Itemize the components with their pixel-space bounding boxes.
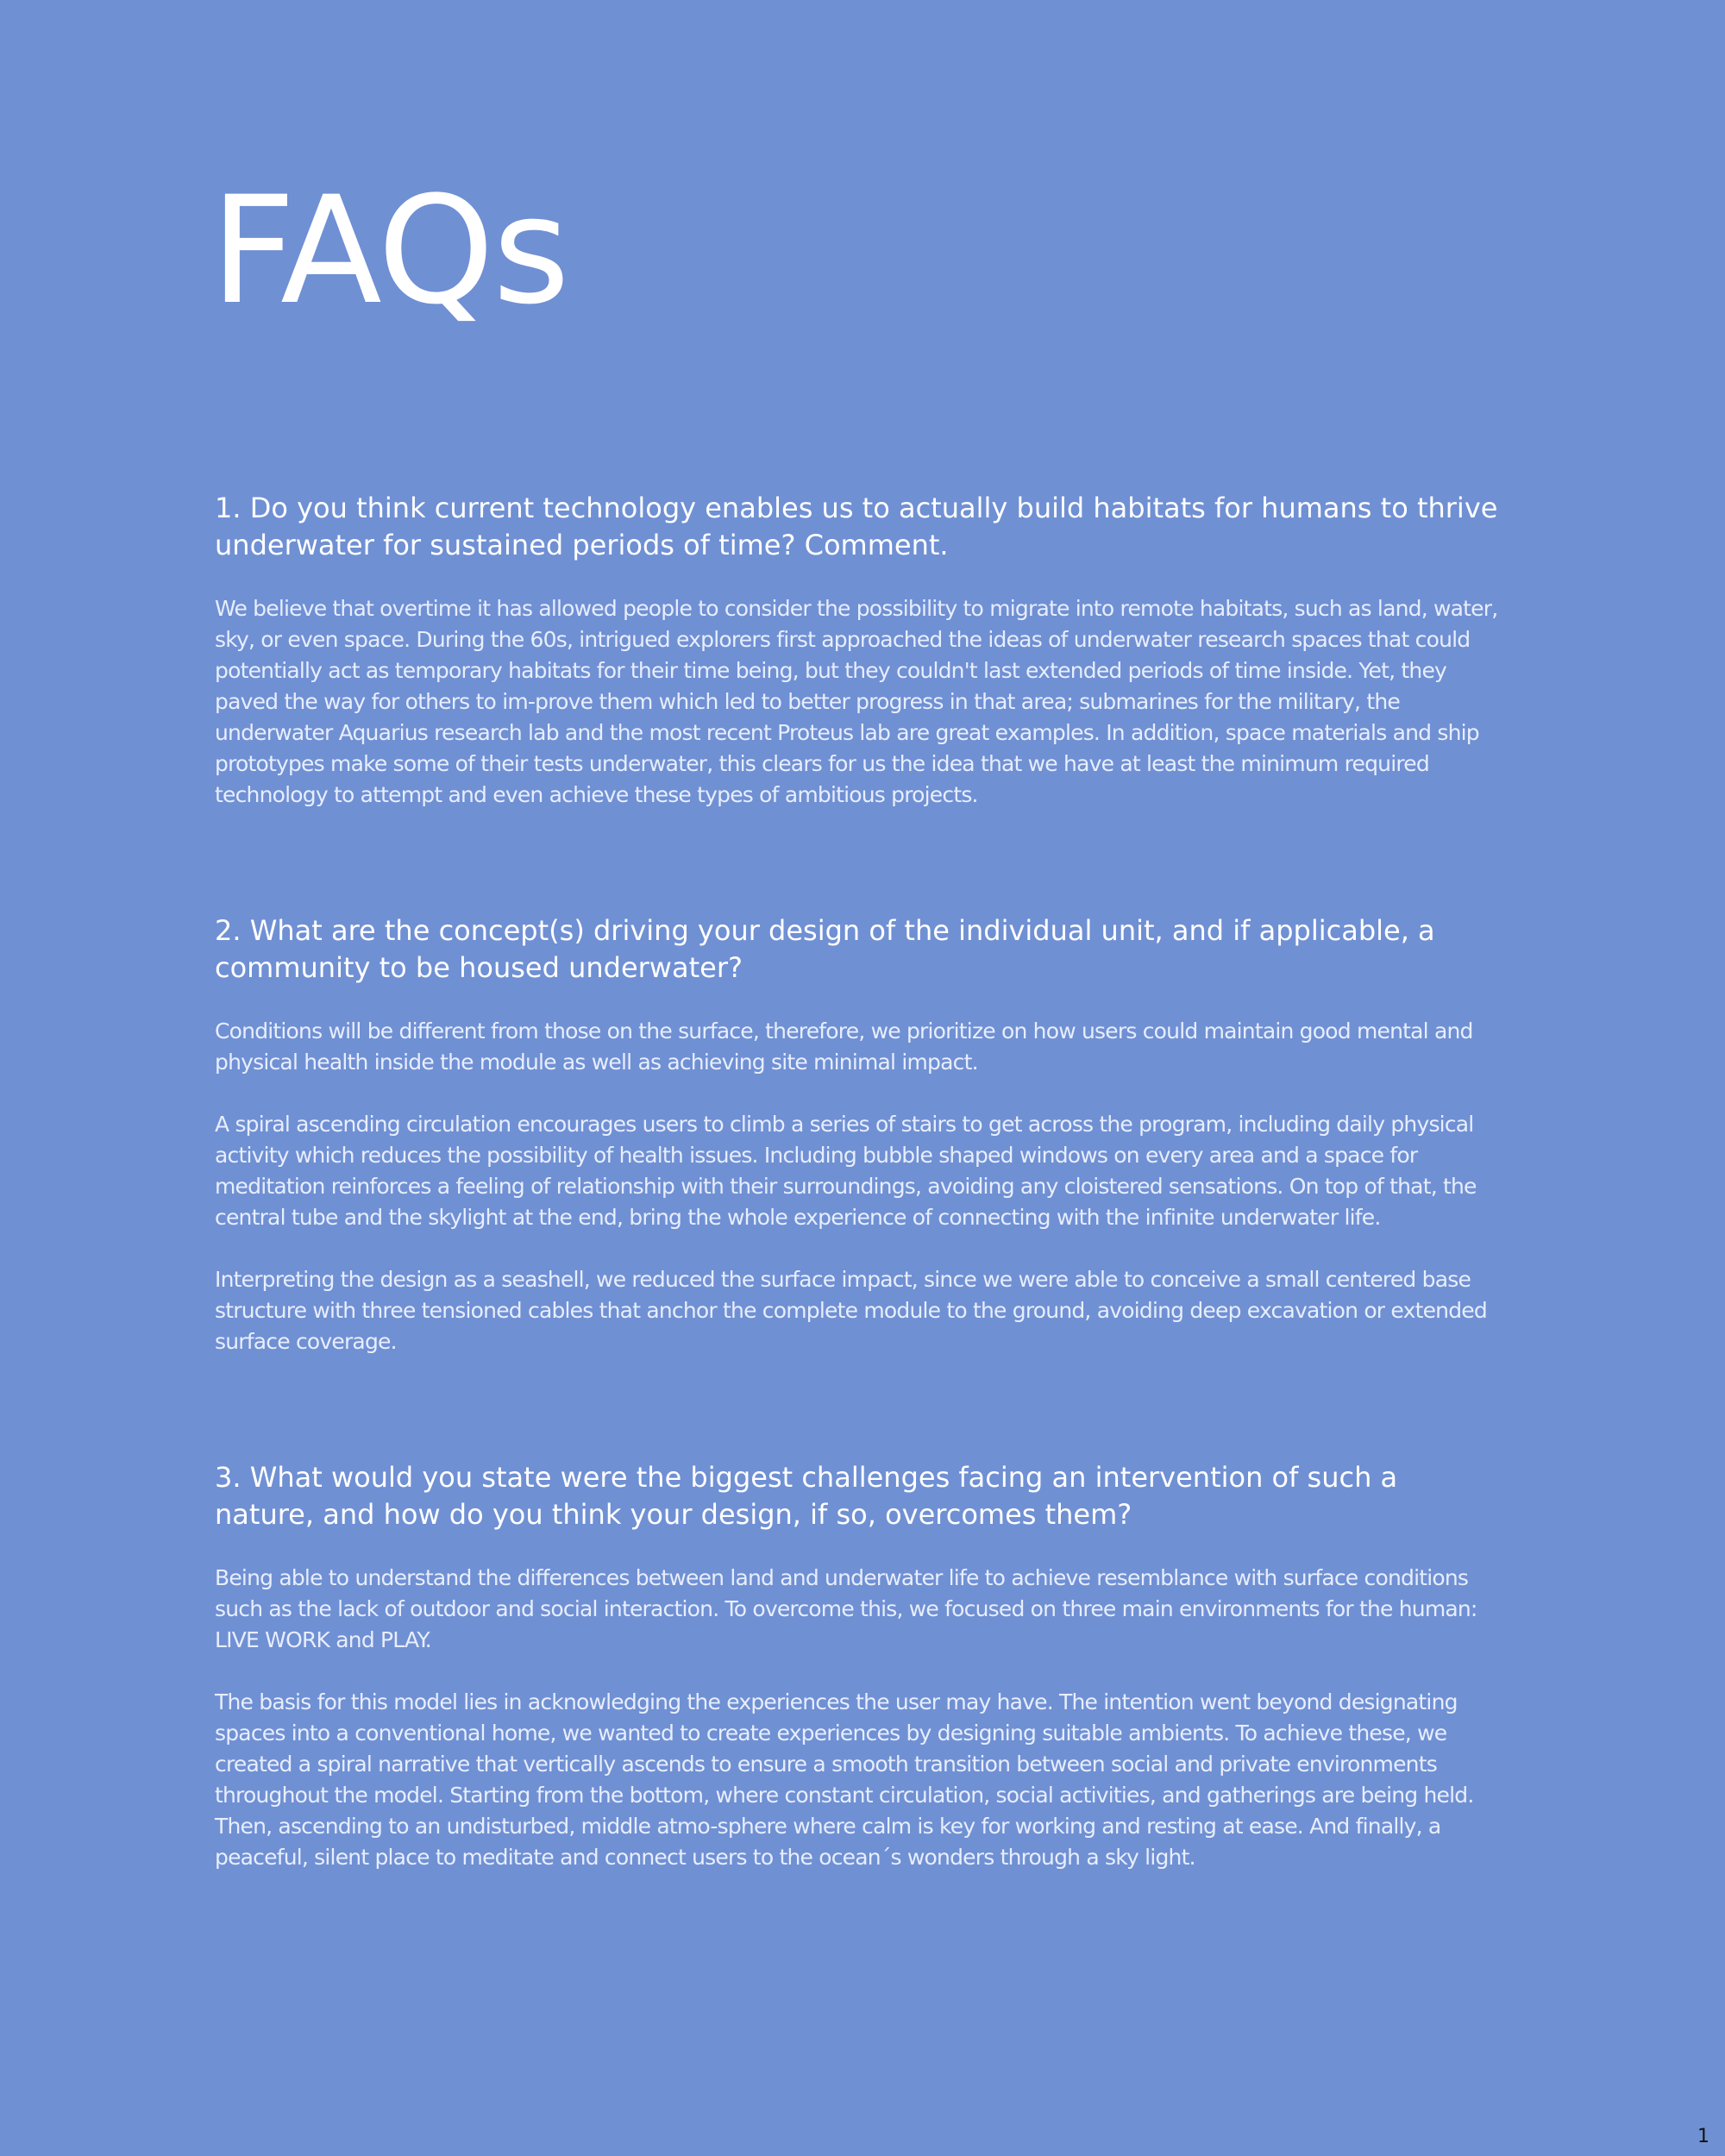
- faq-answer-3-paragraph-2: The basis for this model lies in acknowledging the experiences the user may have. The intention went beyond designating spaces into a conventional home, we wanted to create experiences by designing suitable ambients. To achieve these, we created a spiral narrative that vertically ascends to ensure a smooth transition between social and private environments throughout the model. Starting from the bottom, where constant circulation, social activities, and gatherings are being held. Then, ascending to an undisturbed, middle atmo-sphere where calm is key for working and resting at ease. And finally, a peaceful, silent place to meditate and connect users to the ocean´s wonders through a sky light.: [215, 1689, 1474, 1870]
- faq-answer-2-paragraph-1: Conditions will be different from those on the surface, therefore, we prioritize on how users could maintain good mental and physical health inside the module as well as achieving site minimal impact.: [215, 1018, 1473, 1075]
- faq-item-1: [215, 490, 1500, 811]
- faq-answer-1-paragraph-1: We believe that overtime it has allowed people to consider the possibility to migrate into remote habitats, such as land, water, sky, or even space. During the 60s, intrigued explorers first approached the ideas of underwater research spaces that could potentially act as temporary habitats for their time being, but they couldn't last extended periods of time inside. Yet, they paved the way for others to im-prove them which led to better progress in that area; submarines for the military, the underwater Aquarius research lab and the most recent Proteus lab are great examples. In addition, space materials and ship prototypes make some of their tests underwater, this clears for us the idea that we have at least the minimum required technology to attempt and even achieve these types of ambitious projects.: [215, 596, 1498, 807]
- page-number: 1: [1697, 2126, 1709, 2147]
- faq-item-3: [215, 1459, 1500, 1873]
- faq-answer-3-paragraph-1: Being able to understand the differences between land and underwater life to achieve resemblance with surface conditions such as the lack of outdoor and social interaction. To overcome this, we focused on three main environments for the human: LIVE WORK and PLAY.: [215, 1565, 1477, 1652]
- faq-answer-2-paragraph-2: A spiral ascending circulation encourages users to climb a series of stairs to get across the program, including daily physical activity which reduces the possibility of health issues. Including bubble shaped windows on every area and a space for meditation reinforces a feeling of relationship with their surroundings, avoiding any cloistered sensations. On top of that, the central tube and the skylight at the end, bring the whole experience of connecting with the infinite underwater life.: [215, 1112, 1477, 1230]
- page-title: FAQs: [210, 164, 568, 337]
- faq-question-2: 2. What are the concept(s) driving your design of the individual unit, and if applicable, a community to be housed underwater?: [215, 914, 1435, 984]
- faq-question-1: 1. Do you think current technology enables us to actually build habitats for humans to thrive underwater for sustained periods of time? Comment.: [215, 492, 1498, 561]
- faq-answer-2-paragraph-3: Interpreting the design as a seashell, we reduced the surface impact, since we were able to conceive a small centered base structure with three tensioned cables that anchor the complete module to the ground, avoiding deep excavation or extended surface coverage.: [215, 1267, 1487, 1354]
- faq-question-3: 3. What would you state were the biggest challenges facing an intervention of such a nature, and how do you think your design, if so, overcomes them?: [215, 1461, 1398, 1531]
- faq-list: [215, 490, 1500, 1873]
- faq-item-2: [215, 912, 1500, 1357]
